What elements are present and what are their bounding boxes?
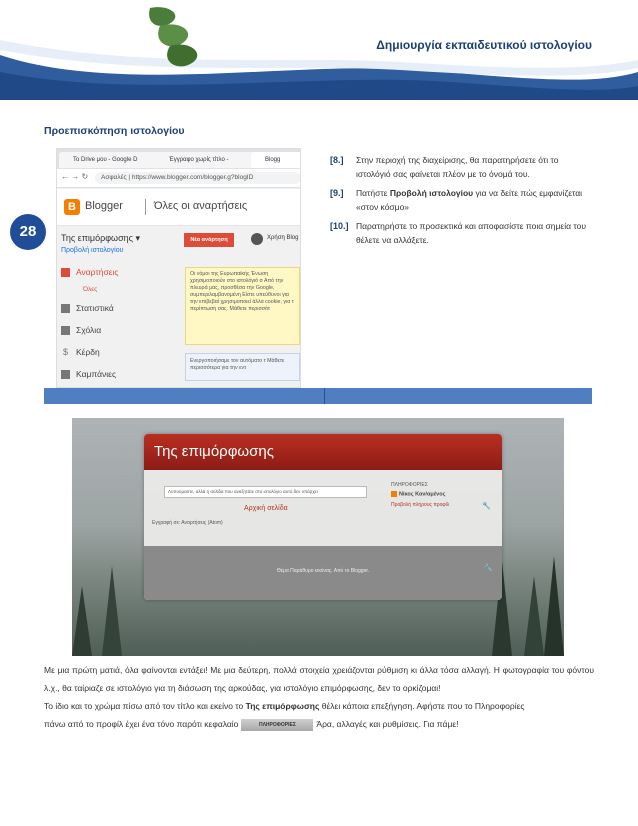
step-number: [9.] (330, 188, 344, 198)
back-forward-icon: ← → ↻ (61, 172, 89, 181)
info-heading: ΠΛΗΡΟΦΟΡΙΕΣ (391, 482, 428, 488)
blog-title: Της επιμόρφωσης (154, 443, 274, 460)
step-item (330, 219, 592, 247)
nav-comments: Σχόλια (61, 325, 101, 335)
paragraph-line: Το ίδιο και το χρώμα πίσω από τον τίτλο και εκείνο το Της επιμόρφωσης θέλει κάποια επεξήγηση. Αφήστε που το Πληροφορίες (44, 701, 525, 711)
divider-band (44, 388, 592, 404)
step-item (330, 186, 592, 214)
dollar-icon: $ (62, 347, 68, 358)
nav-campaigns: Καμπάνιες (61, 369, 116, 379)
step-bold: Προβολή ιστολογίου (389, 188, 474, 198)
tree-silhouette (102, 566, 122, 656)
cookie-notice: Οι νόμοι της Ευρωπαϊκής Ένωση χρησιμοποιούν στο ιστολόγιό σ Από την πλευρά μας, προσθέσα την Google, συμπεριλαμβανομένη Είστε υπεύθυνοι για την επιβεβαί χρησιμοποιεί άλλα cookie, για τ περίπτωση σας. Μάθετε περισσότ (185, 267, 300, 345)
user-name: Χρήση Blog (267, 235, 299, 241)
avatar (251, 233, 263, 245)
nav-earnings: $ Κέρδη (62, 347, 100, 358)
posts-heading: Όλες οι αναρτήσεις (154, 200, 248, 212)
info-heading-image: ΠΛΗΡΟΦΟΡΙΕΣ (241, 719, 313, 731)
profile-name: Νίκος Καν/αμένος (391, 491, 445, 497)
step-number: [10.] (330, 221, 349, 231)
home-link: Αρχική σελίδα (244, 505, 288, 512)
header-title: Δημιουργία εκπαιδευτικού ιστολογίου (376, 38, 592, 52)
browser-tab-active: Blogg (251, 152, 301, 168)
step-text: Πατήστε (356, 188, 390, 198)
step-text: Παρατηρήστε το προσεκτικά και αποφασίστε ποια σημεία του θέλετε να αλλάξετε. (356, 221, 586, 245)
paragraph-line: Με μια πρώτη ματιά, όλα φαίνονται εντάξει! Με μια δεύτερη, πολλά στοιχεία χρειάζονται ρύθμιση κι άλλα τόσα αλλαγή. Η φωτογραφία του φόντου λ.χ., θα ταίριαζε σε ιστολόγιο για τη διάσωση της αρκούδας, για ιστολόγιο επιμόρφωσης, δεν το ορκίζομαι! (44, 665, 594, 693)
https-notice: Ενεργοποιήσαμε τον αυτόματο τ Μάθετε περισσότερα για την εντ (185, 353, 300, 381)
page-header (0, 0, 638, 100)
blogger-profile-icon (391, 491, 397, 497)
step-text: Στην περιοχή της διαχείρισης, θα παρατηρήσετε ότι το ιστολόγιό σας φαίνεται πλέον με το όνομά του. (356, 155, 559, 179)
blog-preview-screenshot (72, 418, 564, 656)
blogger-name: Blogger (85, 200, 123, 212)
view-blog-link: Προβολή ιστολογίου (61, 247, 124, 254)
new-post-button: Νέα ανάρτηση (184, 233, 234, 247)
comments-icon (61, 326, 70, 335)
divider-band-line (324, 388, 325, 404)
steps-list (330, 153, 592, 252)
blog-selector: Της επιμόρφωσης ▾ (61, 233, 141, 243)
tree-silhouette (544, 556, 564, 656)
address-bar (57, 169, 300, 188)
url-field: Ασφαλές | https://www.blogger.com/blogger.g?blogID (95, 172, 301, 184)
tree-silhouette (524, 576, 544, 656)
step-item (330, 153, 592, 181)
browser-tabs (57, 149, 300, 169)
browser-tab: Το Drive μου - Google D (59, 152, 165, 168)
nav-posts: Αναρτήσεις (61, 267, 119, 277)
bold-term: Της επιμόρφωσης (245, 701, 320, 711)
paragraph-line: πάνω από το προφίλ έχει ένα τόνο παρότι κεφαλαίο ΠΛΗΡΟΦΟΡΙΕΣ Άρα, αλλαγές και ρυθμίσεις. Για πάμε! (44, 719, 459, 729)
blogger-header (57, 189, 300, 226)
blogger-logo-icon: B (64, 199, 80, 215)
wrench-icon: 🔧 (484, 565, 493, 572)
wrench-icon: 🔧 (482, 503, 491, 510)
blog-title-banner (144, 434, 502, 470)
full-profile-link: Προβολή πλήρους προφίλ (391, 502, 450, 508)
nav-all: Όλες (83, 286, 98, 293)
page-number-badge: 28 (10, 214, 46, 250)
blog-card (144, 434, 502, 600)
campaigns-icon (61, 370, 70, 379)
browser-tab: Έγγραφο χωρίς τίτλο - (155, 152, 261, 168)
logo-swirl (149, 7, 197, 66)
tree-silhouette (72, 586, 92, 656)
not-found-message: Λυπούμαστε, αλλά η σελίδα που αναζητάτε στο ιστολόγιο αυτό δεν υπάρχει (164, 486, 367, 498)
header-divider (145, 199, 146, 215)
step-number: [8.] (330, 155, 344, 165)
step-text: για να δείτε πώς εμφανίζεται «στον κόσμο» (356, 188, 583, 212)
nav-stats: Στατιστικά (61, 303, 114, 313)
blogger-dashboard-screenshot (56, 148, 301, 388)
posts-icon (61, 268, 70, 277)
subscribe-link: Εγγραφή σε: Αναρτήσεις (Atom) (152, 520, 223, 526)
blog-footer (144, 546, 502, 600)
body-paragraph (44, 661, 594, 733)
section-title: Προεπισκόπηση ιστολογίου (44, 125, 185, 137)
stats-icon (61, 304, 70, 313)
footer-text: Θέμα Παράθυρο εικόνας. Από το Blogger. (276, 568, 370, 574)
